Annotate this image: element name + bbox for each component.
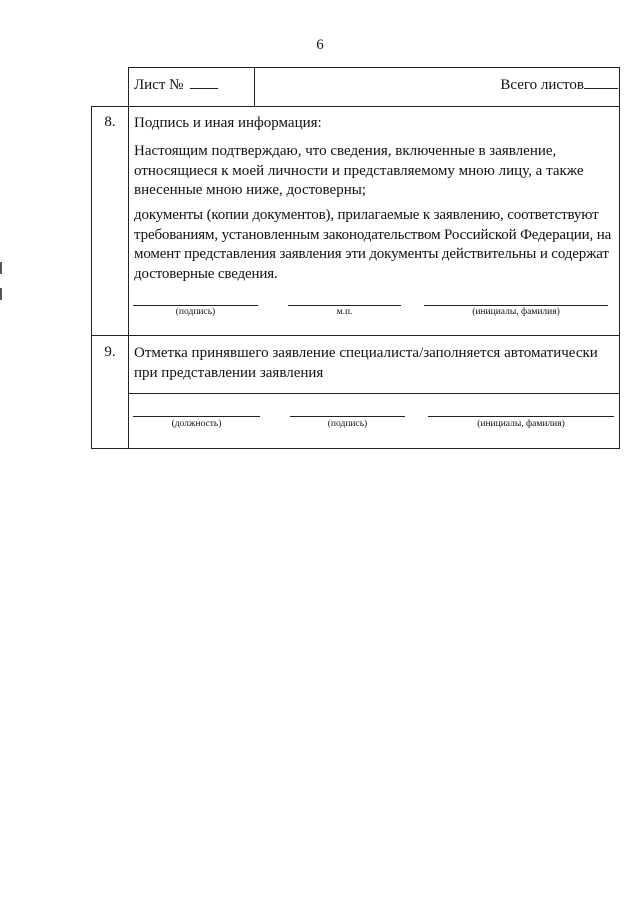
binding-mark — [0, 262, 2, 274]
specialist-signature-caption: (подпись) — [327, 419, 368, 429]
position-caption: (должность) — [171, 419, 222, 429]
stamp-line[interactable] — [288, 305, 401, 306]
binding-mark — [0, 288, 2, 300]
header-column-divider — [254, 67, 255, 107]
page-number: 6 — [316, 37, 324, 53]
signature-caption: (подпись) — [175, 307, 216, 317]
total-sheets-field[interactable] — [584, 76, 618, 89]
section-9-number: 9. — [104, 344, 116, 360]
signature-line[interactable] — [133, 305, 258, 306]
sheet-number-label: Лист № — [134, 76, 218, 94]
initials-surname-line[interactable] — [424, 305, 608, 306]
specialist-initials-caption: (инициалы, фамилия) — [477, 419, 565, 429]
section-9-title: Отметка принявшего заявление специалиста/заполняется автоматически при представлении заявления — [134, 345, 598, 381]
total-sheets-label: Всего листов — [500, 76, 618, 94]
table-left-border — [91, 106, 92, 449]
section-8-number: 8. — [104, 114, 116, 130]
specialist-signature-line[interactable] — [290, 416, 405, 417]
stamp-caption: м.п. — [336, 307, 353, 317]
specialist-initials-line[interactable] — [428, 416, 614, 417]
section-8-paragraph-documents: документы (копии документов), прилагаемые к заявлению, соответствуют требованиям, установленным законодательством Российской Федерации, на момент представления заявления эти документы действительны и содержат достоверные сведения. — [134, 207, 612, 282]
header-bottom-border — [91, 106, 620, 107]
initials-surname-caption: (инициалы, фамилия) — [472, 307, 560, 317]
section-9-divider — [128, 393, 620, 394]
row8-bottom-border — [91, 335, 620, 336]
position-line[interactable] — [133, 416, 260, 417]
sheet-number-field[interactable] — [190, 76, 218, 89]
table-bottom-border — [91, 448, 620, 449]
section-8-paragraph-confirm: Настоящим подтверждаю, что сведения, включенные в заявление, относящиеся к моей личности и представляемому мною лицу, а также внесенные мною ниже, достоверны; — [134, 143, 584, 198]
table-top-border — [128, 67, 620, 68]
section-8-title: Подпись и иная информация: — [134, 115, 322, 131]
